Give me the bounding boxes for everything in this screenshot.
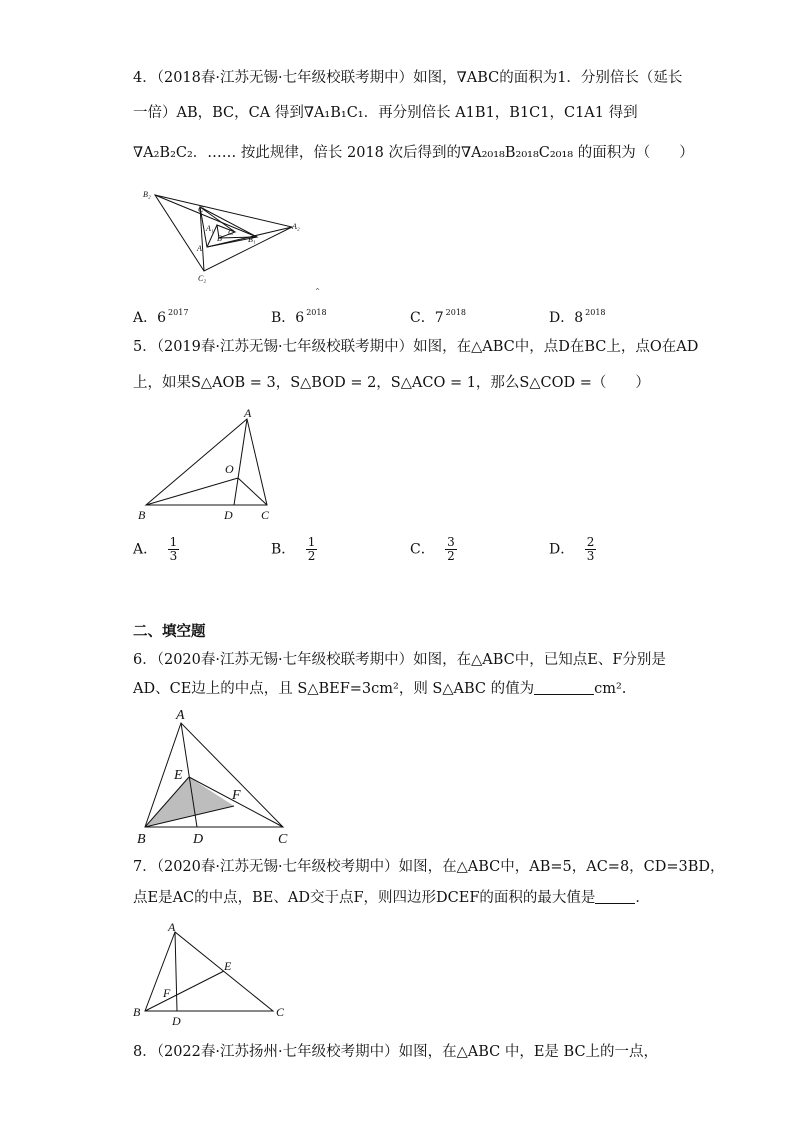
q5-option-d[interactable] — [549, 536, 596, 563]
q5-option-b[interactable] — [271, 536, 317, 563]
q4-option-c-base: 7 — [434, 310, 444, 326]
q6-label-e: E — [174, 768, 183, 783]
q4-label-a1: A₁ — [206, 224, 214, 233]
q6-text-line1: 6．（2020春·江苏无锡·七年级校联考期中）如图，在△ABC中，已知点E、F分别是 — [133, 652, 666, 668]
q7-segment-ad — [175, 932, 177, 1011]
q4-option-a-exp: 2017 — [168, 308, 189, 317]
q4-option-a-letter: A． — [133, 310, 158, 326]
q7-label-c: C — [276, 1005, 285, 1019]
q5-option-b-num: 1 — [307, 535, 316, 549]
q4-label-c2: C₂ — [198, 274, 207, 283]
q5-option-b-letter: B． — [271, 541, 296, 558]
q5-segment-ad — [234, 419, 247, 505]
q7-figure — [133, 918, 293, 1030]
q5-option-a-letter: A． — [133, 541, 158, 558]
q7-text-line2-main: 点E是AC的中点，BE、AD交于点F，则四边形DCEF的面积的最大值是 — [133, 890, 596, 906]
q8-text-line1: 8．（2022春·江苏扬州·七年级校考期中）如图，在△ABC 中，E是 BC上的一点， — [133, 1044, 659, 1060]
q4-label-a: A — [197, 244, 202, 253]
q4-label-c1: C — [198, 205, 204, 214]
q7-text-line2 — [133, 888, 650, 908]
q4-label-b1: B₁ — [248, 235, 256, 244]
q6-text-line2 — [133, 679, 626, 699]
q4-option-b[interactable] — [271, 307, 327, 327]
q5-option-d-num: 2 — [586, 535, 595, 549]
q4-figure — [140, 185, 320, 295]
q5-option-d-fraction — [585, 536, 597, 563]
q4-option-b-exp: 2018 — [306, 308, 327, 317]
q7-label-b: B — [133, 1005, 141, 1019]
q5-triangle-abc — [146, 419, 267, 505]
q5-option-a-den: 3 — [169, 549, 178, 563]
q7-label-f: F — [163, 986, 171, 1000]
q4-label-b2: B₂ — [143, 190, 151, 199]
q5-option-c[interactable] — [410, 536, 457, 563]
q5-label-o: O — [225, 462, 234, 476]
q5-figure — [133, 405, 283, 525]
q7-end: ． — [635, 890, 650, 906]
q5-option-c-fraction — [445, 536, 457, 563]
q6-unit: cm². — [594, 681, 627, 697]
q6-text-line2-main: AD、CE边上的中点，且 S△BEF=3cm²，则 S△ABC 的值为 — [133, 681, 535, 697]
q5-option-d-den: 3 — [586, 549, 595, 563]
q5-segment-bo — [146, 478, 238, 505]
q6-label-c: C — [278, 832, 288, 847]
q7-label-e: E — [224, 959, 232, 973]
q6-label-d: D — [193, 832, 204, 847]
q4-option-c-letter: C． — [410, 310, 435, 326]
q7-text-line1: 7．（2020春·江苏无锡·七年级校考期中）如图，在△ABC中，AB=5，AC=8，CD=3BD， — [133, 859, 725, 875]
q4-label-b: B — [217, 234, 222, 243]
q5-option-a-num: 1 — [169, 535, 178, 549]
q5-segment-co — [238, 478, 267, 505]
q4-label-a2: A₂ — [292, 222, 300, 231]
q5-option-a-fraction — [168, 536, 180, 563]
q5-option-c-num: 3 — [447, 535, 455, 549]
q4-option-d-base: 8 — [574, 310, 584, 326]
q5-option-c-letter: C． — [410, 541, 435, 558]
q5-label-b: B — [138, 508, 146, 522]
q6-label-b: B — [137, 832, 146, 847]
q5-label-c: C — [261, 508, 270, 522]
section-title-fill-in: 二、填空题 — [133, 624, 206, 640]
q5-label-a: A — [244, 406, 252, 420]
q4-option-c-exp: 2018 — [445, 308, 466, 317]
q4-option-b-letter: B． — [271, 310, 296, 326]
q6-answer-blank[interactable] — [534, 680, 594, 695]
q5-option-c-den: 2 — [447, 549, 455, 563]
q4-option-d[interactable] — [549, 307, 606, 327]
q6-figure — [133, 705, 298, 850]
q5-label-d: D — [224, 508, 233, 522]
q4-stray-mark: ^ — [315, 288, 321, 295]
q6-label-a: A — [176, 708, 185, 723]
q5-option-b-den: 2 — [307, 549, 316, 563]
q7-segment-be — [145, 971, 224, 1011]
q4-text-line2: 一倍）AB，BC，CA 得到∇A₁B₁C₁．再分别倍长 A1B1，B1C1，C1A1 得到 — [133, 105, 638, 121]
q4-text-line3: ∇A₂B₂C₂．…… 按此规律，倍长 2018 次后得到的∇A₂₀₁₈B₂₀₁₈C₂₀₁₈ 的面积为（ ） — [133, 145, 694, 161]
q4-option-b-base: 6 — [295, 310, 305, 326]
q5-text-line1: 5．（2019春·江苏无锡·七年级校联考期中）如图，在△ABC中，点D在BC上，点O在AD — [133, 339, 699, 355]
q5-option-d-letter: D． — [549, 541, 575, 558]
q7-answer-blank[interactable] — [595, 889, 635, 904]
q4-option-a-base: 6 — [157, 310, 167, 326]
q4-label-c: C — [228, 228, 234, 237]
q5-text-line2: 上，如果S△AOB = 3，S△BOD = 2，S△ACO = 1，那么S△COD =（ ） — [133, 375, 650, 391]
q7-label-a: A — [168, 920, 176, 934]
q4-option-c[interactable] — [410, 307, 466, 327]
q7-label-d: D — [172, 1014, 181, 1028]
q6-shaded-triangle-bef — [145, 777, 234, 827]
q4-option-d-exp: 2018 — [585, 308, 606, 317]
q5-option-a[interactable] — [133, 536, 179, 563]
q4-option-a[interactable] — [133, 307, 188, 327]
q4-text-line1: 4．（2018春·江苏无锡·七年级校联考期中）如图，∇ABC的面积为1．分别倍长（延长 — [133, 70, 683, 86]
q4-option-d-letter: D． — [549, 310, 575, 326]
q5-option-b-fraction — [306, 536, 318, 563]
q4-outer-triangle — [155, 195, 292, 271]
q6-label-f: F — [232, 788, 241, 803]
